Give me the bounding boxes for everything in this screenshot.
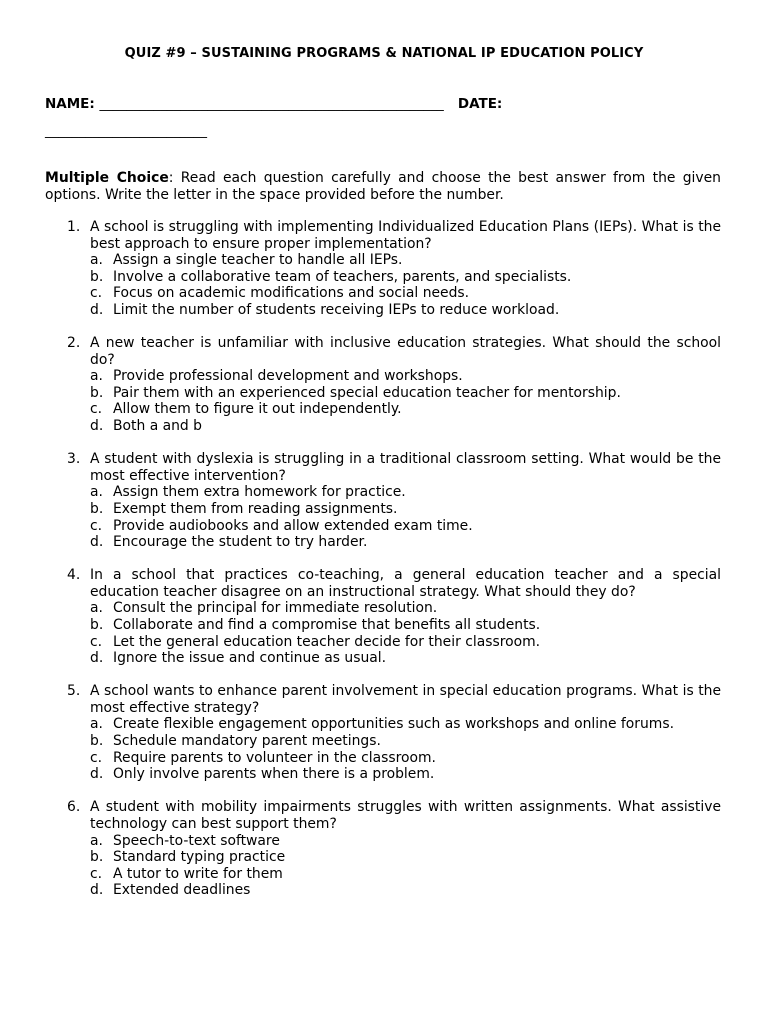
option-letter: b.: [90, 384, 104, 401]
answer-option: [90, 484, 721, 501]
option-letter: b.: [90, 500, 104, 517]
option-letter: d.: [90, 418, 104, 435]
option-text: Focus on academic modifications and social needs.: [113, 285, 470, 302]
answer-option: [90, 302, 721, 319]
question-number: 6.: [67, 799, 81, 816]
option-letter: c.: [90, 401, 103, 418]
option-text: Consult the principal for immediate resolution.: [113, 600, 438, 617]
question-text: A student with dyslexia is struggling in a traditional classroom setting. What would be the most effective intervention?: [90, 451, 721, 484]
option-text: Exempt them from reading assignments.: [113, 500, 398, 517]
answer-option: [90, 368, 721, 385]
option-text: Pair them with an experienced special education teacher for mentorship.: [113, 384, 621, 401]
option-text: Encourage the student to try harder.: [113, 534, 368, 551]
question-number: 5.: [67, 683, 81, 700]
question-number: 2.: [67, 335, 81, 352]
option-letter: d.: [90, 301, 104, 318]
question-text: A student with mobility impairments struggles with written assignments. What assistive technology can best support them?: [90, 799, 721, 832]
option-text: Allow them to figure it out independently.: [113, 401, 402, 418]
option-text: Involve a collaborative team of teachers, parents, and specialists.: [113, 268, 572, 285]
name-blank: ___________________________________________________: [99, 96, 444, 112]
option-letter: b.: [90, 616, 104, 633]
option-text: Provide professional development and workshops.: [113, 368, 463, 385]
option-text: Create flexible engagement opportunities such as workshops and online forums.: [113, 716, 674, 733]
option-text: Assign them extra homework for practice.: [113, 484, 406, 501]
question-item: [45, 567, 721, 667]
answer-option: [90, 534, 721, 551]
option-letter: a.: [90, 368, 103, 385]
option-letter: c.: [90, 517, 103, 534]
option-letter: a.: [90, 716, 103, 733]
option-text: Extended deadlines: [113, 882, 251, 899]
answer-options: [90, 716, 721, 782]
date-label: DATE:: [457, 96, 503, 112]
name-date-line: [45, 96, 502, 112]
answer-option: [90, 849, 721, 866]
option-text: Collaborate and find a compromise that benefits all students.: [113, 616, 541, 633]
answer-option: [90, 418, 721, 435]
question-text: In a school that practices co-teaching, a general education teacher and a special education teacher disagree on an instructional strategy. What should they do?: [90, 567, 721, 600]
option-letter: d.: [90, 650, 104, 667]
option-letter: d.: [90, 766, 104, 783]
option-text: Assign a single teacher to handle all IEPs.: [113, 252, 403, 269]
name-label: NAME:: [45, 96, 95, 112]
page-title: QUIZ #9 – SUSTAINING PROGRAMS & NATIONAL IP EDUCATION POLICY: [124, 46, 644, 61]
option-letter: b.: [90, 268, 104, 285]
answer-option: [90, 634, 721, 651]
answer-options: [90, 833, 721, 899]
answer-option: [90, 733, 721, 750]
instructions-label: Multiple Choice: [45, 170, 169, 186]
option-letter: a.: [90, 600, 103, 617]
date-blank: ________________________: [45, 123, 207, 139]
answer-option: [90, 882, 721, 899]
question-item: [45, 451, 721, 551]
option-letter: b.: [90, 733, 104, 750]
answer-option: [90, 833, 721, 850]
option-letter: b.: [90, 849, 104, 866]
answer-option: [90, 750, 721, 767]
answer-options: [90, 484, 721, 550]
option-text: Ignore the issue and continue as usual.: [113, 650, 387, 667]
option-letter: a.: [90, 252, 103, 269]
answer-option: [90, 518, 721, 535]
answer-option: [90, 285, 721, 302]
question-item: [45, 219, 721, 319]
answer-option: [90, 766, 721, 783]
question-text: A school wants to enhance parent involvement in special education programs. What is the most effective strategy?: [90, 683, 721, 716]
question-text: A school is struggling with implementing Individualized Education Plans (IEPs). What is the best approach to ensure proper implementation?: [90, 219, 721, 252]
answer-option: [90, 252, 721, 269]
option-text: Limit the number of students receiving IEPs to reduce workload.: [113, 301, 560, 318]
question-item: [45, 799, 721, 899]
instructions-text: : Read each question carefully and choose the best answer from the given options. Write the letter in the space provided before the number.: [45, 170, 721, 203]
option-letter: c.: [90, 633, 103, 650]
option-text: A tutor to write for them: [113, 865, 283, 882]
answer-option: [90, 600, 721, 617]
answer-option: [90, 269, 721, 286]
answer-options: [90, 368, 721, 434]
answer-options: [90, 600, 721, 666]
answer-option: [90, 716, 721, 733]
question-text: A new teacher is unfamiliar with inclusive education strategies. What should the school do?: [90, 335, 721, 368]
option-text: Only involve parents when there is a problem.: [113, 766, 435, 783]
option-text: Both a and b: [113, 418, 202, 435]
option-text: Speech-to-text software: [113, 832, 280, 849]
answer-option: [90, 385, 721, 402]
instructions: [45, 170, 721, 203]
question-number: 4.: [67, 567, 81, 584]
option-letter: d.: [90, 534, 104, 551]
option-text: Let the general education teacher decide for their classroom.: [113, 633, 541, 650]
question-number: 1.: [67, 219, 81, 235]
answer-option: [90, 650, 721, 667]
question-item: [45, 335, 721, 435]
answer-option: [90, 617, 721, 634]
answer-option: [90, 401, 721, 418]
option-text: Provide audiobooks and allow extended exam time.: [113, 517, 473, 534]
question-number: 3.: [67, 451, 81, 468]
option-letter: c.: [90, 285, 103, 302]
question-item: [45, 683, 721, 783]
option-letter: c.: [90, 865, 103, 882]
option-letter: d.: [90, 882, 104, 899]
answer-options: [90, 252, 721, 318]
option-letter: a.: [90, 484, 103, 501]
answer-option: [90, 501, 721, 518]
option-letter: c.: [90, 749, 103, 766]
question-list: [45, 219, 721, 915]
option-text: Standard typing practice: [113, 849, 286, 866]
answer-option: [90, 866, 721, 883]
option-text: Require parents to volunteer in the classroom.: [113, 749, 436, 766]
option-letter: a.: [90, 832, 103, 849]
option-text: Schedule mandatory parent meetings.: [113, 733, 381, 750]
